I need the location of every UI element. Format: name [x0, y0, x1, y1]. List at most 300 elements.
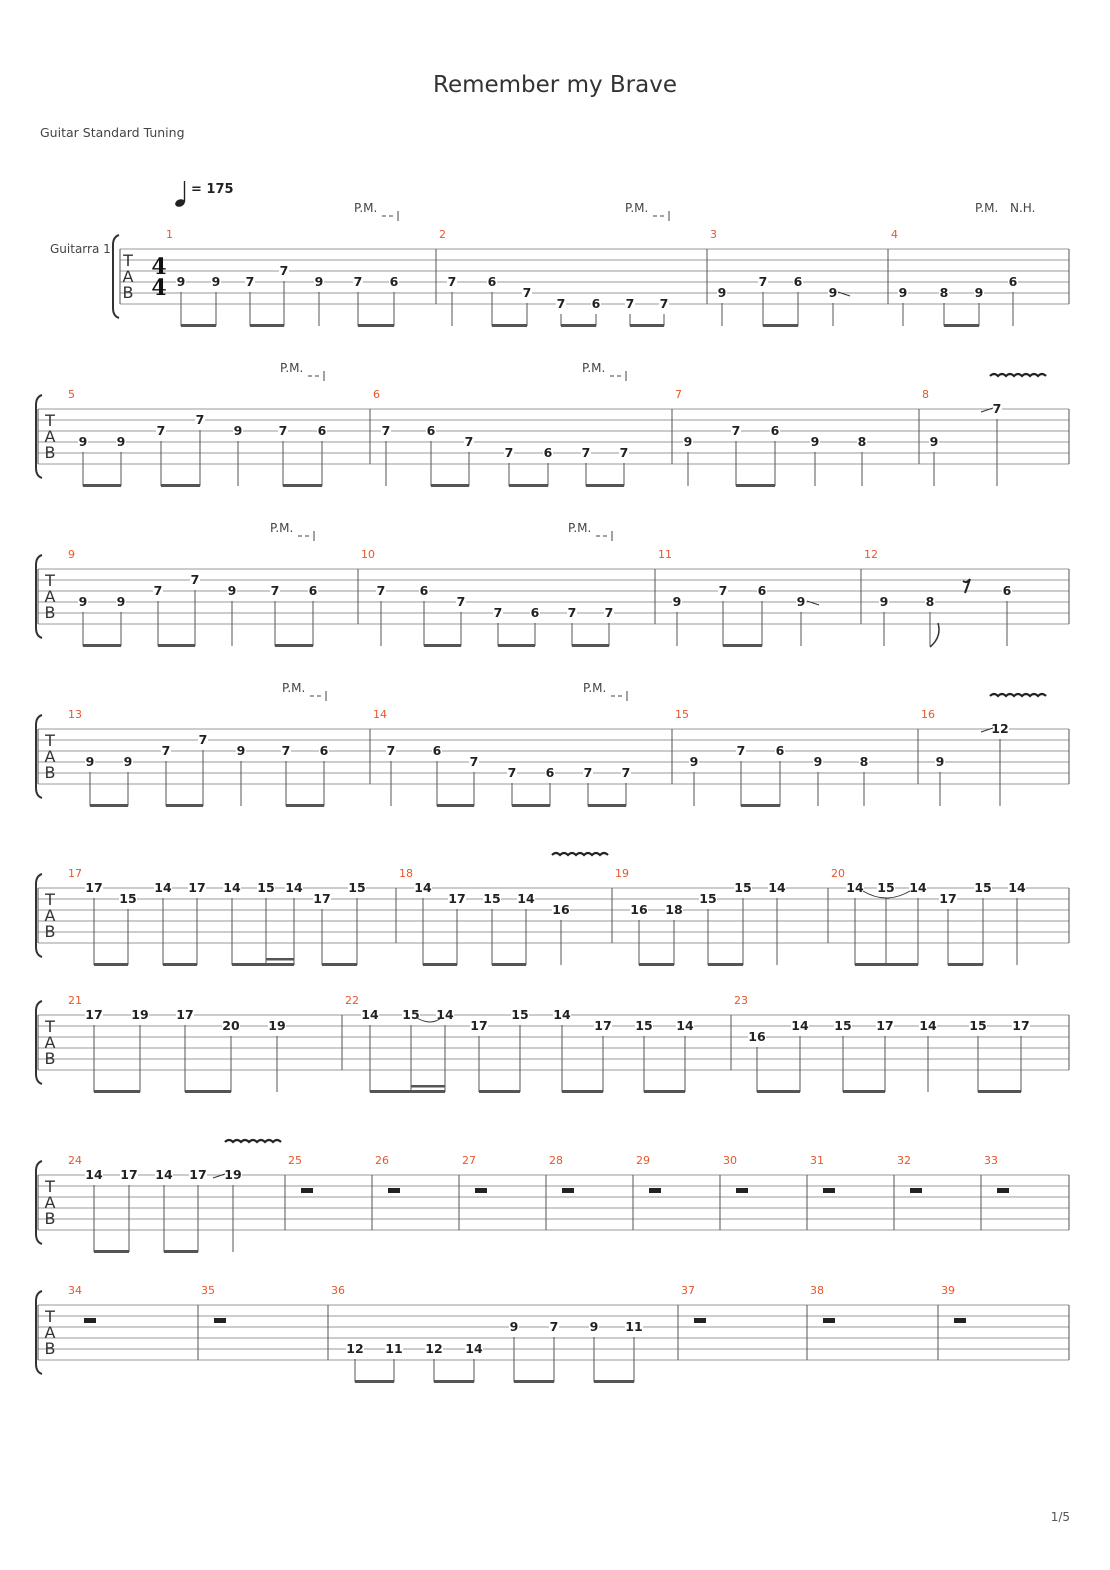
note-beam: [166, 804, 203, 807]
fret-number: 9: [227, 583, 237, 598]
fret-number: 9: [929, 434, 939, 449]
measure-number: 26: [375, 1154, 389, 1167]
measure-number: 29: [636, 1154, 650, 1167]
note-beam: [509, 484, 548, 487]
fret-number: 7: [353, 274, 363, 289]
fret-number: 14: [791, 1018, 809, 1033]
tab-system: [36, 681, 1069, 807]
system-bracket: [36, 1001, 42, 1084]
tab-clef-letter: A: [44, 427, 56, 446]
system-bracket: [36, 555, 42, 638]
note-beam: [322, 963, 357, 966]
vibrato-icon: [990, 374, 1046, 376]
fret-number: 7: [195, 412, 205, 427]
measure-number: 35: [201, 1284, 215, 1297]
fret-number: 7: [718, 583, 728, 598]
fret-number: 15: [348, 880, 366, 895]
fret-number: 17: [313, 891, 331, 906]
measure-number: 12: [864, 548, 878, 561]
fret-number: 7: [659, 296, 669, 311]
fret-number: 7: [549, 1319, 559, 1334]
rest-icon: [475, 1188, 487, 1193]
measure-number: 38: [810, 1284, 824, 1297]
system-bracket: [36, 874, 42, 957]
note-beam: [283, 484, 322, 487]
fret-number: 17: [120, 1167, 138, 1182]
fret-number: 15: [734, 880, 752, 895]
measure-number: 24: [68, 1154, 82, 1167]
fret-number: 7: [281, 743, 291, 758]
tab-clef-letter: A: [44, 1033, 56, 1052]
fret-number: 19: [131, 1007, 149, 1022]
fret-number: 6: [317, 423, 327, 438]
fret-number: 9: [176, 274, 186, 289]
fret-number: 7: [625, 296, 635, 311]
system-bracket: [113, 235, 119, 318]
systems-layer: [36, 201, 1069, 1383]
note-beam: [185, 1090, 231, 1093]
score-title: Remember my Brave: [433, 72, 677, 98]
measure-number: 16: [921, 708, 935, 721]
vibrato-icon: [990, 694, 1046, 696]
note-beam: [90, 804, 128, 807]
measure-number: 4: [891, 228, 898, 241]
fret-number: 7: [386, 743, 396, 758]
fret-number: 7: [758, 274, 768, 289]
fret-number: 9: [828, 285, 838, 300]
rest-icon: [388, 1188, 400, 1193]
fret-number: 7: [619, 445, 629, 460]
measure-number: 6: [373, 388, 380, 401]
measure-number: 7: [675, 388, 682, 401]
fret-number: 9: [683, 434, 693, 449]
note-beam: [944, 324, 979, 327]
note-beam: [723, 644, 762, 647]
fret-number: 12: [991, 721, 1009, 736]
fret-number: 14: [154, 880, 172, 895]
rest-icon: [823, 1318, 835, 1323]
fret-number: 7: [447, 274, 457, 289]
system-bracket: [36, 1161, 42, 1244]
fret-number: 20: [222, 1018, 240, 1033]
instrument-label: Guitarra 1: [50, 242, 111, 256]
measure-number: 5: [68, 388, 75, 401]
measure-number: 37: [681, 1284, 695, 1297]
tab-clef-letter: A: [44, 747, 56, 766]
fret-number: 14: [465, 1341, 483, 1356]
fret-number: 6: [426, 423, 436, 438]
tab-system: [36, 361, 1069, 487]
fret-number: 9: [796, 594, 806, 609]
fret-number: 6: [545, 765, 555, 780]
note-beam: [741, 804, 780, 807]
measure-number: 9: [68, 548, 75, 561]
measure-number: 10: [361, 548, 375, 561]
fret-number: 9: [314, 274, 324, 289]
note-beam: [708, 963, 743, 966]
fret-number: 9: [78, 434, 88, 449]
measure-number: 32: [897, 1154, 911, 1167]
fret-number: 17: [188, 880, 206, 895]
fret-number: 7: [161, 743, 171, 758]
fret-number: 14: [846, 880, 864, 895]
palm-mute-label: P.M.: [582, 361, 606, 375]
fret-number: 9: [813, 754, 823, 769]
measure-number: 27: [462, 1154, 476, 1167]
fret-number: 9: [879, 594, 889, 609]
fret-number: 8: [859, 754, 869, 769]
measure-number: 13: [68, 708, 82, 721]
note-beam: [232, 963, 294, 966]
note-flag: [930, 623, 939, 647]
note-beam: [492, 963, 526, 966]
fret-number: 9: [116, 594, 126, 609]
note-beam: [83, 644, 121, 647]
fret-number: 17: [1012, 1018, 1030, 1033]
fret-number: 7: [270, 583, 280, 598]
fret-number: 7: [504, 445, 514, 460]
fret-number: 14: [85, 1167, 103, 1182]
fret-number: 15: [877, 880, 895, 895]
fret-number: 7: [190, 572, 200, 587]
fret-number: 17: [189, 1167, 207, 1182]
fret-number: 7: [556, 296, 566, 311]
measure-number: 36: [331, 1284, 345, 1297]
rest-icon: [910, 1188, 922, 1193]
tab-clef-letter: T: [45, 1307, 55, 1326]
fret-number: 15: [974, 880, 992, 895]
tab-system: [36, 867, 1069, 966]
fret-number: 15: [483, 891, 501, 906]
fret-number: 14: [909, 880, 927, 895]
fret-number: 17: [876, 1018, 894, 1033]
fret-number: 7: [567, 605, 577, 620]
fret-number: 9: [78, 594, 88, 609]
fret-number: 6: [432, 743, 442, 758]
fret-number: 17: [594, 1018, 612, 1033]
fret-number: 6: [419, 583, 429, 598]
fret-number: 6: [775, 743, 785, 758]
fret-number: 19: [268, 1018, 286, 1033]
note-beam: [630, 324, 664, 327]
tab-clef-letter: A: [44, 906, 56, 925]
note-beam: [644, 1090, 685, 1093]
fret-number: 15: [635, 1018, 653, 1033]
note-beam: [286, 804, 324, 807]
rest-icon: [84, 1318, 96, 1323]
fret-number: 9: [123, 754, 133, 769]
fret-number: 6: [543, 445, 553, 460]
fret-number: 7: [279, 263, 289, 278]
note-beam: [250, 324, 284, 327]
fret-number: 7: [604, 605, 614, 620]
fret-number: 15: [969, 1018, 987, 1033]
rest-icon: [214, 1318, 226, 1323]
fret-number: 14: [676, 1018, 694, 1033]
note-beam: [948, 963, 983, 966]
fret-number: 11: [385, 1341, 403, 1356]
note-beam: [586, 484, 624, 487]
tab-clef-letter: T: [45, 890, 55, 909]
fret-number: 9: [974, 285, 984, 300]
time-signature-digit: 4: [151, 275, 167, 301]
note-beam: [424, 644, 461, 647]
measure-number: 33: [984, 1154, 998, 1167]
tab-clef-letter: T: [45, 571, 55, 590]
note-beam: [434, 1380, 474, 1383]
measure-number: 14: [373, 708, 387, 721]
fret-number: 8: [925, 594, 935, 609]
fret-number: 12: [425, 1341, 443, 1356]
fret-number: 6: [1002, 583, 1012, 598]
fret-number: 7: [583, 765, 593, 780]
note-beam: [843, 1090, 885, 1093]
note-beam: [588, 804, 626, 807]
tab-clef-letter: B: [44, 1049, 56, 1068]
measure-number: 34: [68, 1284, 82, 1297]
tab-clef-letter: T: [45, 411, 55, 430]
page-number: 1/5: [1050, 1510, 1070, 1524]
fret-number: 17: [939, 891, 957, 906]
tab-clef-letter: T: [45, 1177, 55, 1196]
tab-clef-letter: B: [44, 1339, 56, 1358]
time-signature-digit: 4: [151, 254, 167, 280]
note-beam: [855, 963, 918, 966]
note-beam: [479, 1090, 520, 1093]
fret-number: 7: [469, 754, 479, 769]
fret-number: 8: [939, 285, 949, 300]
rest-icon: [694, 1318, 706, 1323]
palm-mute-label: P.M.: [270, 521, 294, 535]
tab-clef-letter: A: [122, 267, 134, 286]
fret-number: 15: [511, 1007, 529, 1022]
fret-number: 7: [992, 401, 1002, 416]
fret-number: 9: [810, 434, 820, 449]
fret-number: 9: [589, 1319, 599, 1334]
note-beam: [181, 324, 216, 327]
rest-icon: [562, 1188, 574, 1193]
palm-mute-label: P.M.: [583, 681, 607, 695]
fret-number: 15: [699, 891, 717, 906]
fret-number: 6: [308, 583, 318, 598]
fret-number: 6: [757, 583, 767, 598]
tab-system: [113, 201, 1069, 327]
fret-number: 14: [1008, 880, 1026, 895]
note-beam: [164, 1250, 198, 1253]
measure-number: 2: [439, 228, 446, 241]
tab-system: [36, 521, 1069, 647]
measure-number: 11: [658, 548, 672, 561]
palm-mute-label: P.M.: [568, 521, 592, 535]
measure-number: 17: [68, 867, 82, 880]
fret-number: 17: [85, 880, 103, 895]
tuning-label: Guitar Standard Tuning: [40, 125, 185, 140]
fret-number: 7: [731, 423, 741, 438]
measure-number: 20: [831, 867, 845, 880]
fret-number: 6: [389, 274, 399, 289]
note-beam: [94, 1090, 140, 1093]
note-beam: [94, 963, 128, 966]
fret-number: 9: [233, 423, 243, 438]
tab-clef-letter: A: [44, 1323, 56, 1342]
fret-number: 7: [381, 423, 391, 438]
tab-clef-letter: A: [44, 587, 56, 606]
fret-number: 9: [211, 274, 221, 289]
note-beam: [94, 1250, 129, 1253]
vibrato-icon: [225, 1140, 281, 1142]
note-beam: [83, 484, 121, 487]
fret-number: 6: [1008, 274, 1018, 289]
measure-number: 19: [615, 867, 629, 880]
note-beam: [498, 644, 535, 647]
fret-number: 7: [464, 434, 474, 449]
tab-clef-letter: A: [44, 1193, 56, 1212]
tab-clef-letter: T: [45, 1017, 55, 1036]
note-beam: [370, 1090, 445, 1093]
fret-number: 17: [470, 1018, 488, 1033]
measure-number: 3: [710, 228, 717, 241]
rest-icon: [823, 1188, 835, 1193]
fret-number: 7: [736, 743, 746, 758]
fret-number: 16: [630, 902, 648, 917]
fret-number: 15: [834, 1018, 852, 1033]
palm-mute-label: P.M.: [625, 201, 649, 215]
measure-number: 18: [399, 867, 413, 880]
fret-number: 6: [770, 423, 780, 438]
note-beam: [594, 1380, 634, 1383]
fret-number: 18: [665, 902, 683, 917]
fret-number: 7: [493, 605, 503, 620]
fret-number: 14: [436, 1007, 454, 1022]
note-beam: [512, 804, 550, 807]
fret-number: 16: [552, 902, 570, 917]
fret-number: 7: [621, 765, 631, 780]
measure-number: 28: [549, 1154, 563, 1167]
tab-clef-letter: T: [45, 731, 55, 750]
system-bracket: [36, 1291, 42, 1374]
fret-number: 12: [346, 1341, 364, 1356]
vibrato-icon: [552, 853, 608, 855]
measure-number: 21: [68, 994, 82, 1007]
tab-clef-letter: B: [44, 603, 56, 622]
note-beam: [562, 1090, 603, 1093]
fret-number: 17: [448, 891, 466, 906]
fret-number: 14: [155, 1167, 173, 1182]
measure-number: 22: [345, 994, 359, 1007]
note-beam: [358, 324, 394, 327]
measure-number: 8: [922, 388, 929, 401]
fret-number: 17: [85, 1007, 103, 1022]
fret-number: 6: [487, 274, 497, 289]
note-beam: [736, 484, 775, 487]
fret-number: 11: [625, 1319, 643, 1334]
note-beam: [161, 484, 200, 487]
tab-system: [36, 1154, 1069, 1253]
tab-system: [36, 994, 1069, 1093]
fret-number: 7: [456, 594, 466, 609]
rest-icon: [736, 1188, 748, 1193]
fret-number: 8: [857, 434, 867, 449]
note-beam: [639, 963, 674, 966]
fret-number: 6: [793, 274, 803, 289]
tempo-text: = 175: [191, 182, 234, 197]
fret-number: 7: [245, 274, 255, 289]
fret-number: 9: [689, 754, 699, 769]
note-beam: [561, 324, 596, 327]
note-beam: [514, 1380, 554, 1383]
palm-mute-label: P.M.: [282, 681, 306, 695]
fret-number: 9: [85, 754, 95, 769]
fret-number: 15: [402, 1007, 420, 1022]
fret-number: 16: [748, 1029, 766, 1044]
note-beam: [437, 804, 474, 807]
fret-number: 7: [522, 285, 532, 300]
tempo-marking: [174, 181, 233, 208]
note-beam: [978, 1090, 1021, 1093]
fret-number: 14: [285, 880, 303, 895]
fret-number: 19: [224, 1167, 242, 1182]
fret-number: 9: [717, 285, 727, 300]
measure-number: 30: [723, 1154, 737, 1167]
measure-number: 15: [675, 708, 689, 721]
system-bracket: [36, 715, 42, 798]
note-beam: [163, 963, 197, 966]
fret-number: 9: [509, 1319, 519, 1334]
fret-number: 7: [581, 445, 591, 460]
tab-clef-letter: B: [44, 763, 56, 782]
rest-icon: [997, 1188, 1009, 1193]
fret-number: 14: [223, 880, 241, 895]
note-beam: [158, 644, 195, 647]
measure-number: 1: [166, 228, 173, 241]
note-beam: [757, 1090, 800, 1093]
palm-mute-label: P.M.: [354, 201, 378, 215]
fret-number: 14: [553, 1007, 571, 1022]
fret-number: 6: [591, 296, 601, 311]
note-beam-secondary: [411, 1085, 445, 1088]
fret-number: 7: [376, 583, 386, 598]
fret-number: 9: [898, 285, 908, 300]
fret-number: 14: [768, 880, 786, 895]
note-beam: [763, 324, 798, 327]
fret-number: 7: [156, 423, 166, 438]
note-beam-secondary: [266, 958, 294, 961]
fret-number: 9: [236, 743, 246, 758]
fret-number: 6: [530, 605, 540, 620]
fret-number: 14: [414, 880, 432, 895]
fret-number: 7: [278, 423, 288, 438]
measure-number: 39: [941, 1284, 955, 1297]
fret-number: 14: [919, 1018, 937, 1033]
fret-number: 9: [935, 754, 945, 769]
fret-number: 15: [257, 880, 275, 895]
tab-clef-letter: T: [123, 251, 133, 270]
note-beam: [572, 644, 609, 647]
note-beam: [355, 1380, 394, 1383]
note-beam: [275, 644, 313, 647]
tab-clef-letter: B: [44, 922, 56, 941]
fret-number: 15: [119, 891, 137, 906]
measure-number: 31: [810, 1154, 824, 1167]
harmonic-label: N.H.: [1010, 201, 1036, 215]
palm-mute-label: P.M.: [975, 201, 999, 215]
tab-clef-letter: B: [122, 283, 134, 302]
measure-number: 25: [288, 1154, 302, 1167]
fret-number: 7: [198, 732, 208, 747]
note-beam: [431, 484, 469, 487]
palm-mute-label: P.M.: [280, 361, 304, 375]
rest-icon: [954, 1318, 966, 1323]
